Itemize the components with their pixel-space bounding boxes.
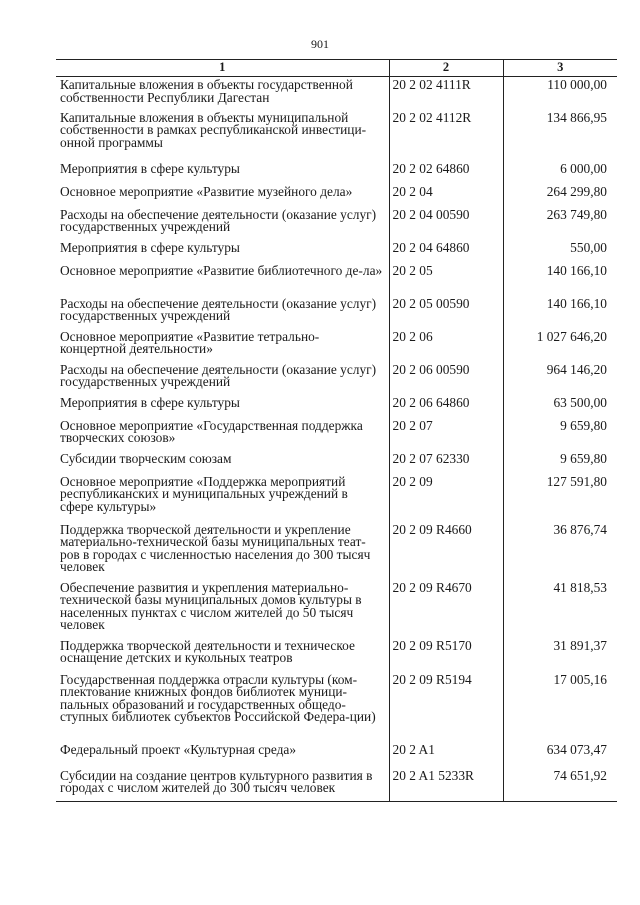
table-row (56, 451, 617, 474)
table-row (56, 161, 617, 184)
table-row (56, 742, 617, 768)
row-amount: 31 891,37 (503, 638, 617, 672)
row-amount: 110 000,00 (503, 77, 617, 110)
row-amount: 63 500,00 (503, 395, 617, 418)
row-amount: 1 027 646,20 (503, 329, 617, 362)
row-code: 20 2 A1 5233R (389, 768, 503, 802)
row-amount: 127 591,80 (503, 474, 617, 522)
page-number: 901 (311, 37, 329, 51)
row-code: 20 2 09 (389, 474, 503, 522)
table-row (56, 263, 617, 296)
row-amount: 74 651,92 (503, 768, 617, 802)
row-name: Мероприятия в сфере культуры (60, 239, 240, 255)
table-header-row (56, 60, 617, 77)
row-code: 20 2 A1 (389, 742, 503, 768)
table-row (56, 672, 617, 742)
row-code: 20 2 09 R4660 (389, 522, 503, 580)
row-name: Поддержка творческой деятельности и техническое оснащение детских и кукольных театров (60, 637, 355, 666)
table-row (56, 418, 617, 451)
row-name: Поддержка творческой деятельности и укрепление материально-технической базы муниципальных теат-ров в городах с численностью населения до 300 тысяч человек (60, 521, 371, 575)
table-row (56, 240, 617, 263)
table-row (56, 207, 617, 240)
header-col-3: 3 (503, 60, 617, 77)
row-name: Основное мероприятие «Поддержка мероприятий республиканских и муниципальных учреждений в сфере культуры» (60, 473, 348, 514)
row-amount: 36 876,74 (503, 522, 617, 580)
row-amount: 140 166,10 (503, 296, 617, 329)
row-code: 20 2 06 (389, 329, 503, 362)
table-row (56, 474, 617, 522)
row-amount: 634 073,47 (503, 742, 617, 768)
row-amount: 550,00 (503, 240, 617, 263)
row-amount: 17 005,16 (503, 672, 617, 742)
row-amount: 263 749,80 (503, 207, 617, 240)
table-row (56, 362, 617, 395)
row-name: Мероприятия в сфере культуры (60, 160, 240, 176)
row-code: 20 2 07 (389, 418, 503, 451)
row-amount: 264 299,80 (503, 184, 617, 207)
row-name: Обеспечение развития и укрепления материально-технической базы муниципальных домов культуры в населенных пунктах с числом жителей до 50 тысяч человек (60, 579, 362, 633)
row-amount: 41 818,53 (503, 580, 617, 638)
row-name: Расходы на обеспечение деятельности (оказание услуг) государственных учреждений (60, 206, 377, 235)
row-name: Государственная поддержка отрасли культуры (ком-плектование книжных фондов библиотек муници-пальных образований и государственных общедо-ступных библиотек субъектов Российской Федера-ции) (60, 671, 376, 725)
table-row (56, 580, 617, 638)
row-code: 20 2 09 R5194 (389, 672, 503, 742)
row-code: 20 2 04 (389, 184, 503, 207)
row-code: 20 2 09 R5170 (389, 638, 503, 672)
row-code: 20 2 09 R4670 (389, 580, 503, 638)
row-amount: 964 146,20 (503, 362, 617, 395)
row-code: 20 2 02 4112R (389, 110, 503, 161)
row-code: 20 2 07 62330 (389, 451, 503, 474)
row-code: 20 2 06 64860 (389, 395, 503, 418)
row-name: Капитальные вложения в объекты муниципальной собственности в рамках республиканской инвестици-онной программы (60, 109, 367, 150)
row-amount: 9 659,80 (503, 451, 617, 474)
row-code: 20 2 04 64860 (389, 240, 503, 263)
row-name: Основное мероприятие «Развитие музейного дела» (60, 183, 353, 199)
row-code: 20 2 06 00590 (389, 362, 503, 395)
row-name: Основное мероприятие «Развитие библиотечного де-ла» (60, 262, 383, 278)
header-col-2: 2 (389, 60, 503, 77)
table-row (56, 395, 617, 418)
row-code: 20 2 02 64860 (389, 161, 503, 184)
row-code: 20 2 02 4111R (389, 77, 503, 110)
row-name: Расходы на обеспечение деятельности (оказание услуг) государственных учреждений (60, 295, 377, 324)
table-row (56, 638, 617, 672)
row-amount: 6 000,00 (503, 161, 617, 184)
table-row (56, 296, 617, 329)
header-col-1: 1 (56, 60, 389, 77)
table-row (56, 768, 617, 802)
row-name: Субсидии на создание центров культурного развития в городах с числом жителей до 300 тысяч человек (56, 768, 389, 802)
row-name: Основное мероприятие «Развитие тетрально-концертной деятельности» (60, 328, 320, 357)
row-amount: 134 866,95 (503, 110, 617, 161)
row-code: 20 2 05 00590 (389, 296, 503, 329)
row-name: Федеральный проект «Культурная среда» (60, 741, 297, 757)
row-code: 20 2 05 (389, 263, 503, 296)
row-name: Мероприятия в сфере культуры (60, 394, 240, 410)
table-row (56, 184, 617, 207)
row-amount: 140 166,10 (503, 263, 617, 296)
row-name: Субсидии творческим союзам (60, 450, 232, 466)
row-name: Капитальные вложения в объекты государственной собственности Республики Дагестан (60, 77, 353, 105)
table-row (56, 522, 617, 580)
row-name: Расходы на обеспечение деятельности (оказание услуг) государственных учреждений (60, 361, 377, 390)
row-amount: 9 659,80 (503, 418, 617, 451)
table-row (56, 329, 617, 362)
row-code: 20 2 04 00590 (389, 207, 503, 240)
table-row (56, 110, 617, 161)
budget-table (56, 59, 617, 802)
row-name: Основное мероприятие «Государственная поддержка творческих союзов» (60, 417, 363, 446)
table-row (56, 77, 617, 110)
